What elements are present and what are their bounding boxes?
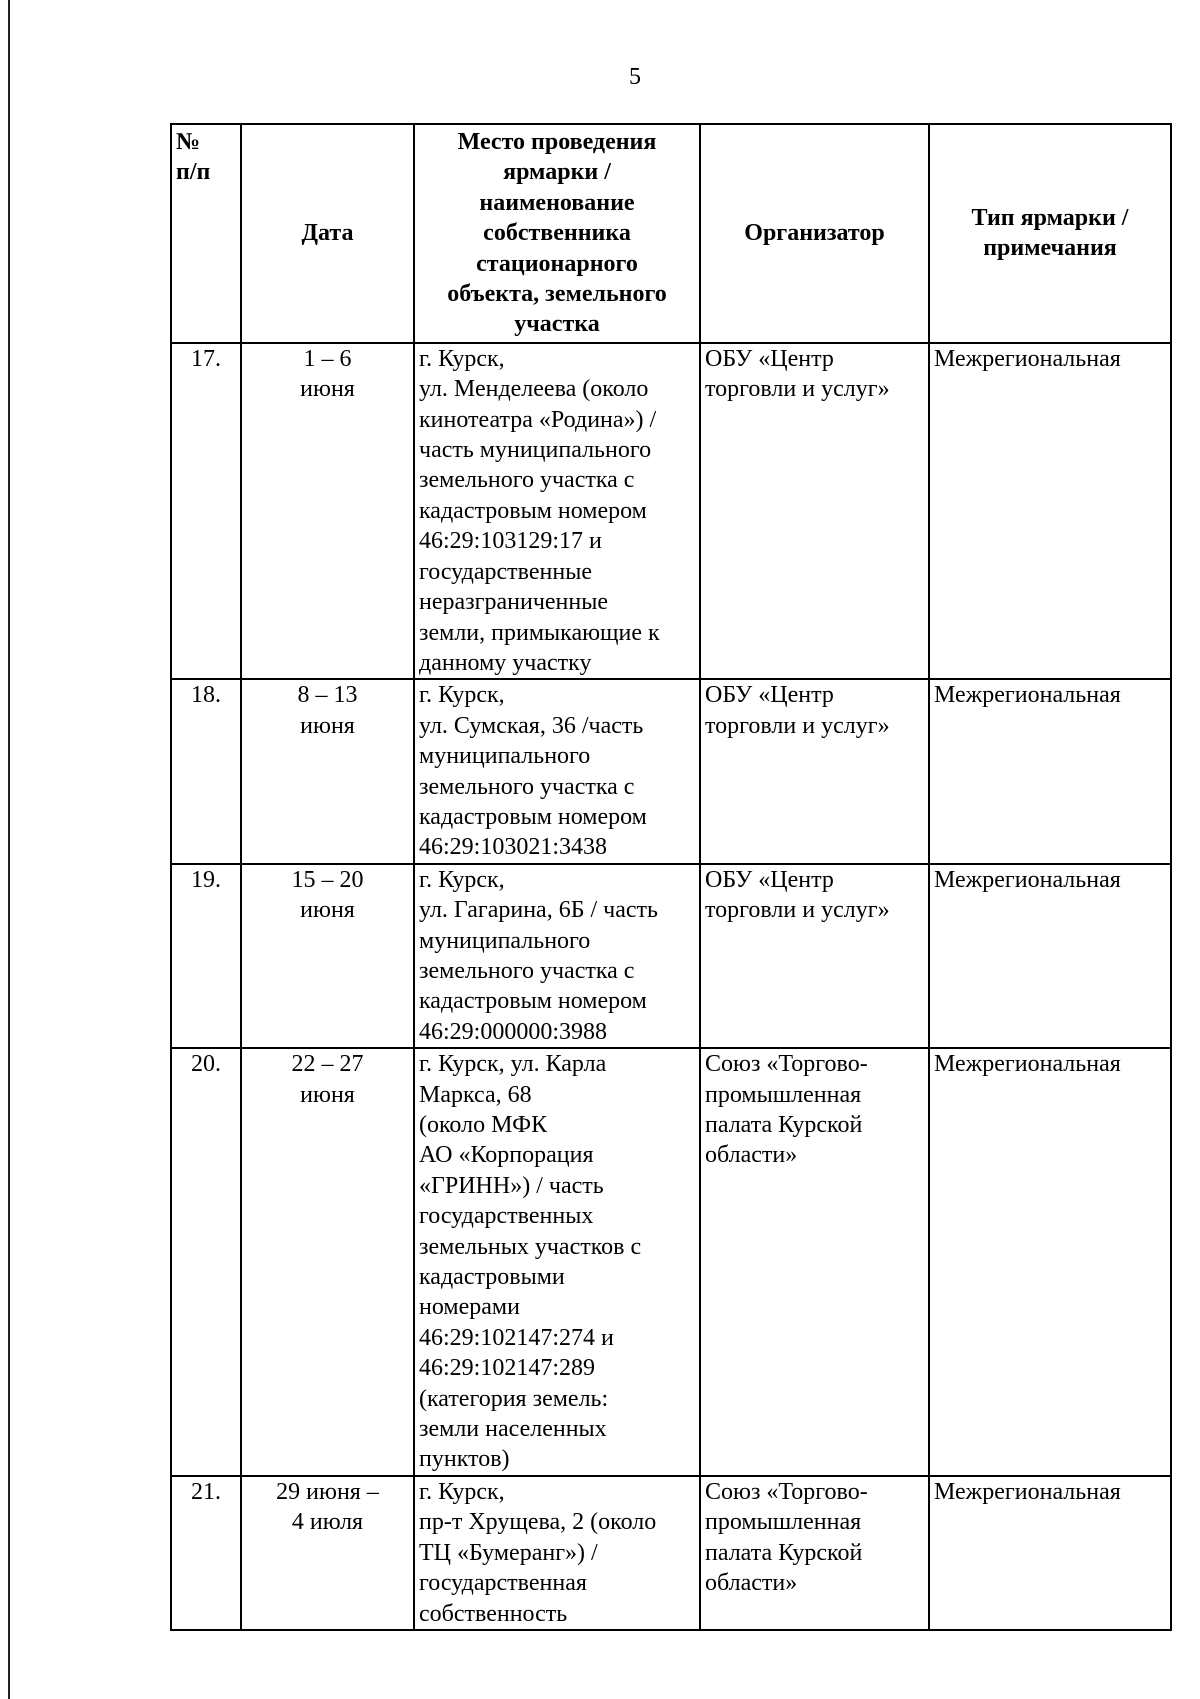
- row-date: 1 – 6 июня: [241, 343, 414, 679]
- row-date: 29 июня – 4 июля: [241, 1476, 414, 1630]
- row-number: 17.: [171, 343, 241, 679]
- table-row: [171, 343, 1171, 679]
- table-header-row: [171, 124, 1171, 343]
- header-number: № п/п: [171, 124, 241, 343]
- table-row: [171, 1048, 1171, 1476]
- row-type: Межрегиональная: [929, 1048, 1171, 1476]
- page-edge-line: [8, 0, 10, 1699]
- header-place: Место проведения ярмарки / наименование собственника стационарного объекта, земельного участка: [414, 124, 700, 343]
- table-row: [171, 1476, 1171, 1630]
- row-type: Межрегиональная: [929, 679, 1171, 863]
- row-place: г. Курск, ул. Сумская, 36 /часть муниципального земельного участка с кадастровым номером 46:29:103021:3438: [414, 679, 700, 863]
- header-date: Дата: [241, 124, 414, 343]
- row-organizer: Союз «Торгово- промышленная палата Курской области»: [700, 1476, 929, 1630]
- row-number: 19.: [171, 864, 241, 1048]
- row-number: 18.: [171, 679, 241, 863]
- row-type: Межрегиональная: [929, 1476, 1171, 1630]
- row-number: 21.: [171, 1476, 241, 1630]
- table-row: [171, 864, 1171, 1048]
- row-organizer: ОБУ «Центр торговли и услуг»: [700, 679, 929, 863]
- row-place: г. Курск, пр-т Хрущева, 2 (около ТЦ «Бумеранг») / государственная собственность: [414, 1476, 700, 1630]
- row-date: 22 – 27 июня: [241, 1048, 414, 1476]
- row-type: Межрегиональная: [929, 864, 1171, 1048]
- row-place: г. Курск, ул. Менделеева (около кинотеатра «Родина») / часть муниципального земельного участка с кадастровым номером 46:29:103129:17 и государственные неразграниченные земли, примыкающие к данному участку: [414, 343, 700, 679]
- page-number: 5: [629, 64, 641, 90]
- row-type: Межрегиональная: [929, 343, 1171, 679]
- header-organizer: Организатор: [700, 124, 929, 343]
- fairs-table: [170, 123, 1172, 1631]
- row-place: г. Курск, ул. Гагарина, 6Б / часть муниципального земельного участка с кадастровым номером 46:29:000000:3988: [414, 864, 700, 1048]
- header-type: Тип ярмарки / примечания: [929, 124, 1171, 343]
- row-date: 8 – 13 июня: [241, 679, 414, 863]
- row-number: 20.: [171, 1048, 241, 1476]
- row-organizer: ОБУ «Центр торговли и услуг»: [700, 343, 929, 679]
- row-place: г. Курск, ул. Карла Маркса, 68 (около МФК АО «Корпорация «ГРИНН») / часть государственных земельных участков с кадастровыми номерами 46:29:102147:274 и 46:29:102147:289 (категория земель: земли населенных пунктов): [414, 1048, 700, 1476]
- row-date: 15 – 20 июня: [241, 864, 414, 1048]
- table-row: [171, 679, 1171, 863]
- row-organizer: ОБУ «Центр торговли и услуг»: [700, 864, 929, 1048]
- row-organizer: Союз «Торгово- промышленная палата Курской области»: [700, 1048, 929, 1476]
